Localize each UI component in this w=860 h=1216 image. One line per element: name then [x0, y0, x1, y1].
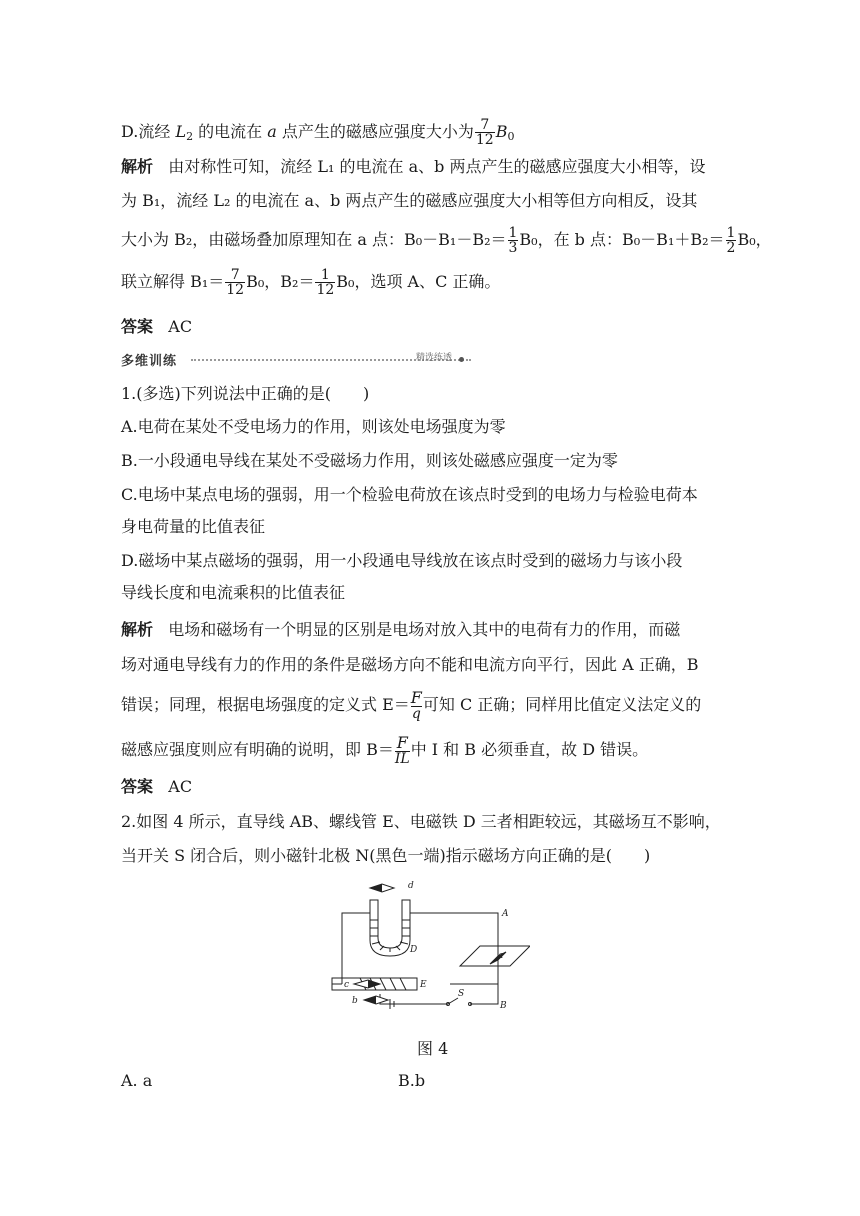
analysis-1-line-2: 为 B₁，流经 L₂ 的电流在 a、b 两点产生的磁感应强度大小相等但方向相反，设其: [121, 191, 698, 210]
q1-option-c-line-1: C.电场中某点电场的强弱，用一个检验电荷放在该点时受到的电场力与检验电荷本: [121, 485, 698, 504]
label-b: b: [352, 996, 358, 1006]
question-d: D.流经 $L_2$ 的电流在 a 点产生的磁感应强度大小为 $\frac{7}{12}$ $B_0$: [121, 117, 515, 148]
label-B: B: [500, 1001, 507, 1010]
analysis-1-line-1: 解析 由对称性可知，流经 L₁ 的电流在 a、b 两点产生的磁感应强度大小相等，设: [121, 157, 706, 176]
banner-title: 多维训练: [121, 354, 178, 369]
practice-banner: [121, 350, 761, 369]
analysis-2-line-2: 场对通电导线有力的作用的条件是磁场方向不能和电流方向平行，因此 A 正确，B: [121, 655, 699, 674]
q1-option-b: B.一小段通电导线在某处不受磁场力作用，则该处磁感应强度一定为零: [121, 451, 618, 470]
circuit-figure: [330, 880, 530, 1010]
answer-label: 答案: [121, 317, 154, 336]
q2-option-a: A. a: [121, 1071, 153, 1090]
label-S: S: [458, 989, 465, 999]
answer-label: 答案: [121, 777, 154, 796]
figure-caption: 图 4: [417, 1039, 449, 1058]
q2-line-1: 2.如图 4 所示，直导线 AB、螺线管 E、电磁铁 D 三者相距较远，其磁场互不影响，: [121, 812, 721, 831]
label-d: d: [408, 881, 414, 891]
label-D: D: [410, 945, 418, 955]
analysis-2-line-1: 解析 电场和磁场有一个明显的区别是电场对放入其中的电荷有力的作用，而磁: [121, 620, 681, 639]
analysis-label: 解析: [121, 620, 154, 639]
answer-2: 答案 AC: [121, 777, 193, 796]
label-c: c: [344, 980, 350, 990]
label-E: E: [420, 980, 427, 990]
q1-option-d-line-1: D.磁场中某点磁场的强弱，用一小段通电导线放在该点时受到的磁场力与该小段: [121, 551, 683, 570]
analysis-1-line-4: 联立解得 B₁＝ $\frac{7}{12}$ B₀，B₂＝ $\frac{1}{12}$ B₀，选项 A、C 正确。: [121, 267, 501, 298]
label-a: a: [498, 951, 504, 961]
q1-stem: 1.(多选)下列说法中正确的是( ): [121, 384, 370, 403]
q1-option-c-line-2: 身电荷量的比值表征: [121, 517, 266, 536]
fraction-7-12: $\frac{7}{12}$: [475, 117, 494, 148]
banner-dot-icon: [459, 357, 464, 362]
banner-subtitle: 精选练透: [416, 353, 453, 363]
analysis-1-line-3: 大小为 B₂，由磁场叠加原理知在 a 点：B₀－B₁－B₂＝ $\frac{1}{3}$ B₀，在 b 点：B₀－B₁＋B₂＝ $\frac{1}{2}$ B₀，: [121, 225, 772, 256]
analysis-2-line-3: 错误；同理，根据电场强度的定义式 $E=\frac{F}{q}$ 可知 C 正确；同样用比值定义法定义的: [121, 688, 702, 722]
q2-line-2: 当开关 S 闭合后，则小磁针北极 N(黑色一端)指示磁场方向正确的是( ): [121, 846, 651, 865]
analysis-label: 解析: [121, 157, 154, 176]
q1-option-d-line-2: 导线长度和电流乘积的比值表征: [121, 583, 346, 602]
label-A: A: [502, 909, 509, 919]
analysis-2-line-4: 磁感应强度则应有明确的说明，即 $B=\frac{F}{IL}$ 中 I 和 B 必须垂直，故 D 错误。: [121, 733, 649, 767]
q2-option-b: B.b: [398, 1071, 426, 1090]
q1-option-a: A.电荷在某处不受电场力的作用，则该处电场强度为零: [121, 417, 506, 436]
answer-1: 答案 AC: [121, 317, 193, 336]
